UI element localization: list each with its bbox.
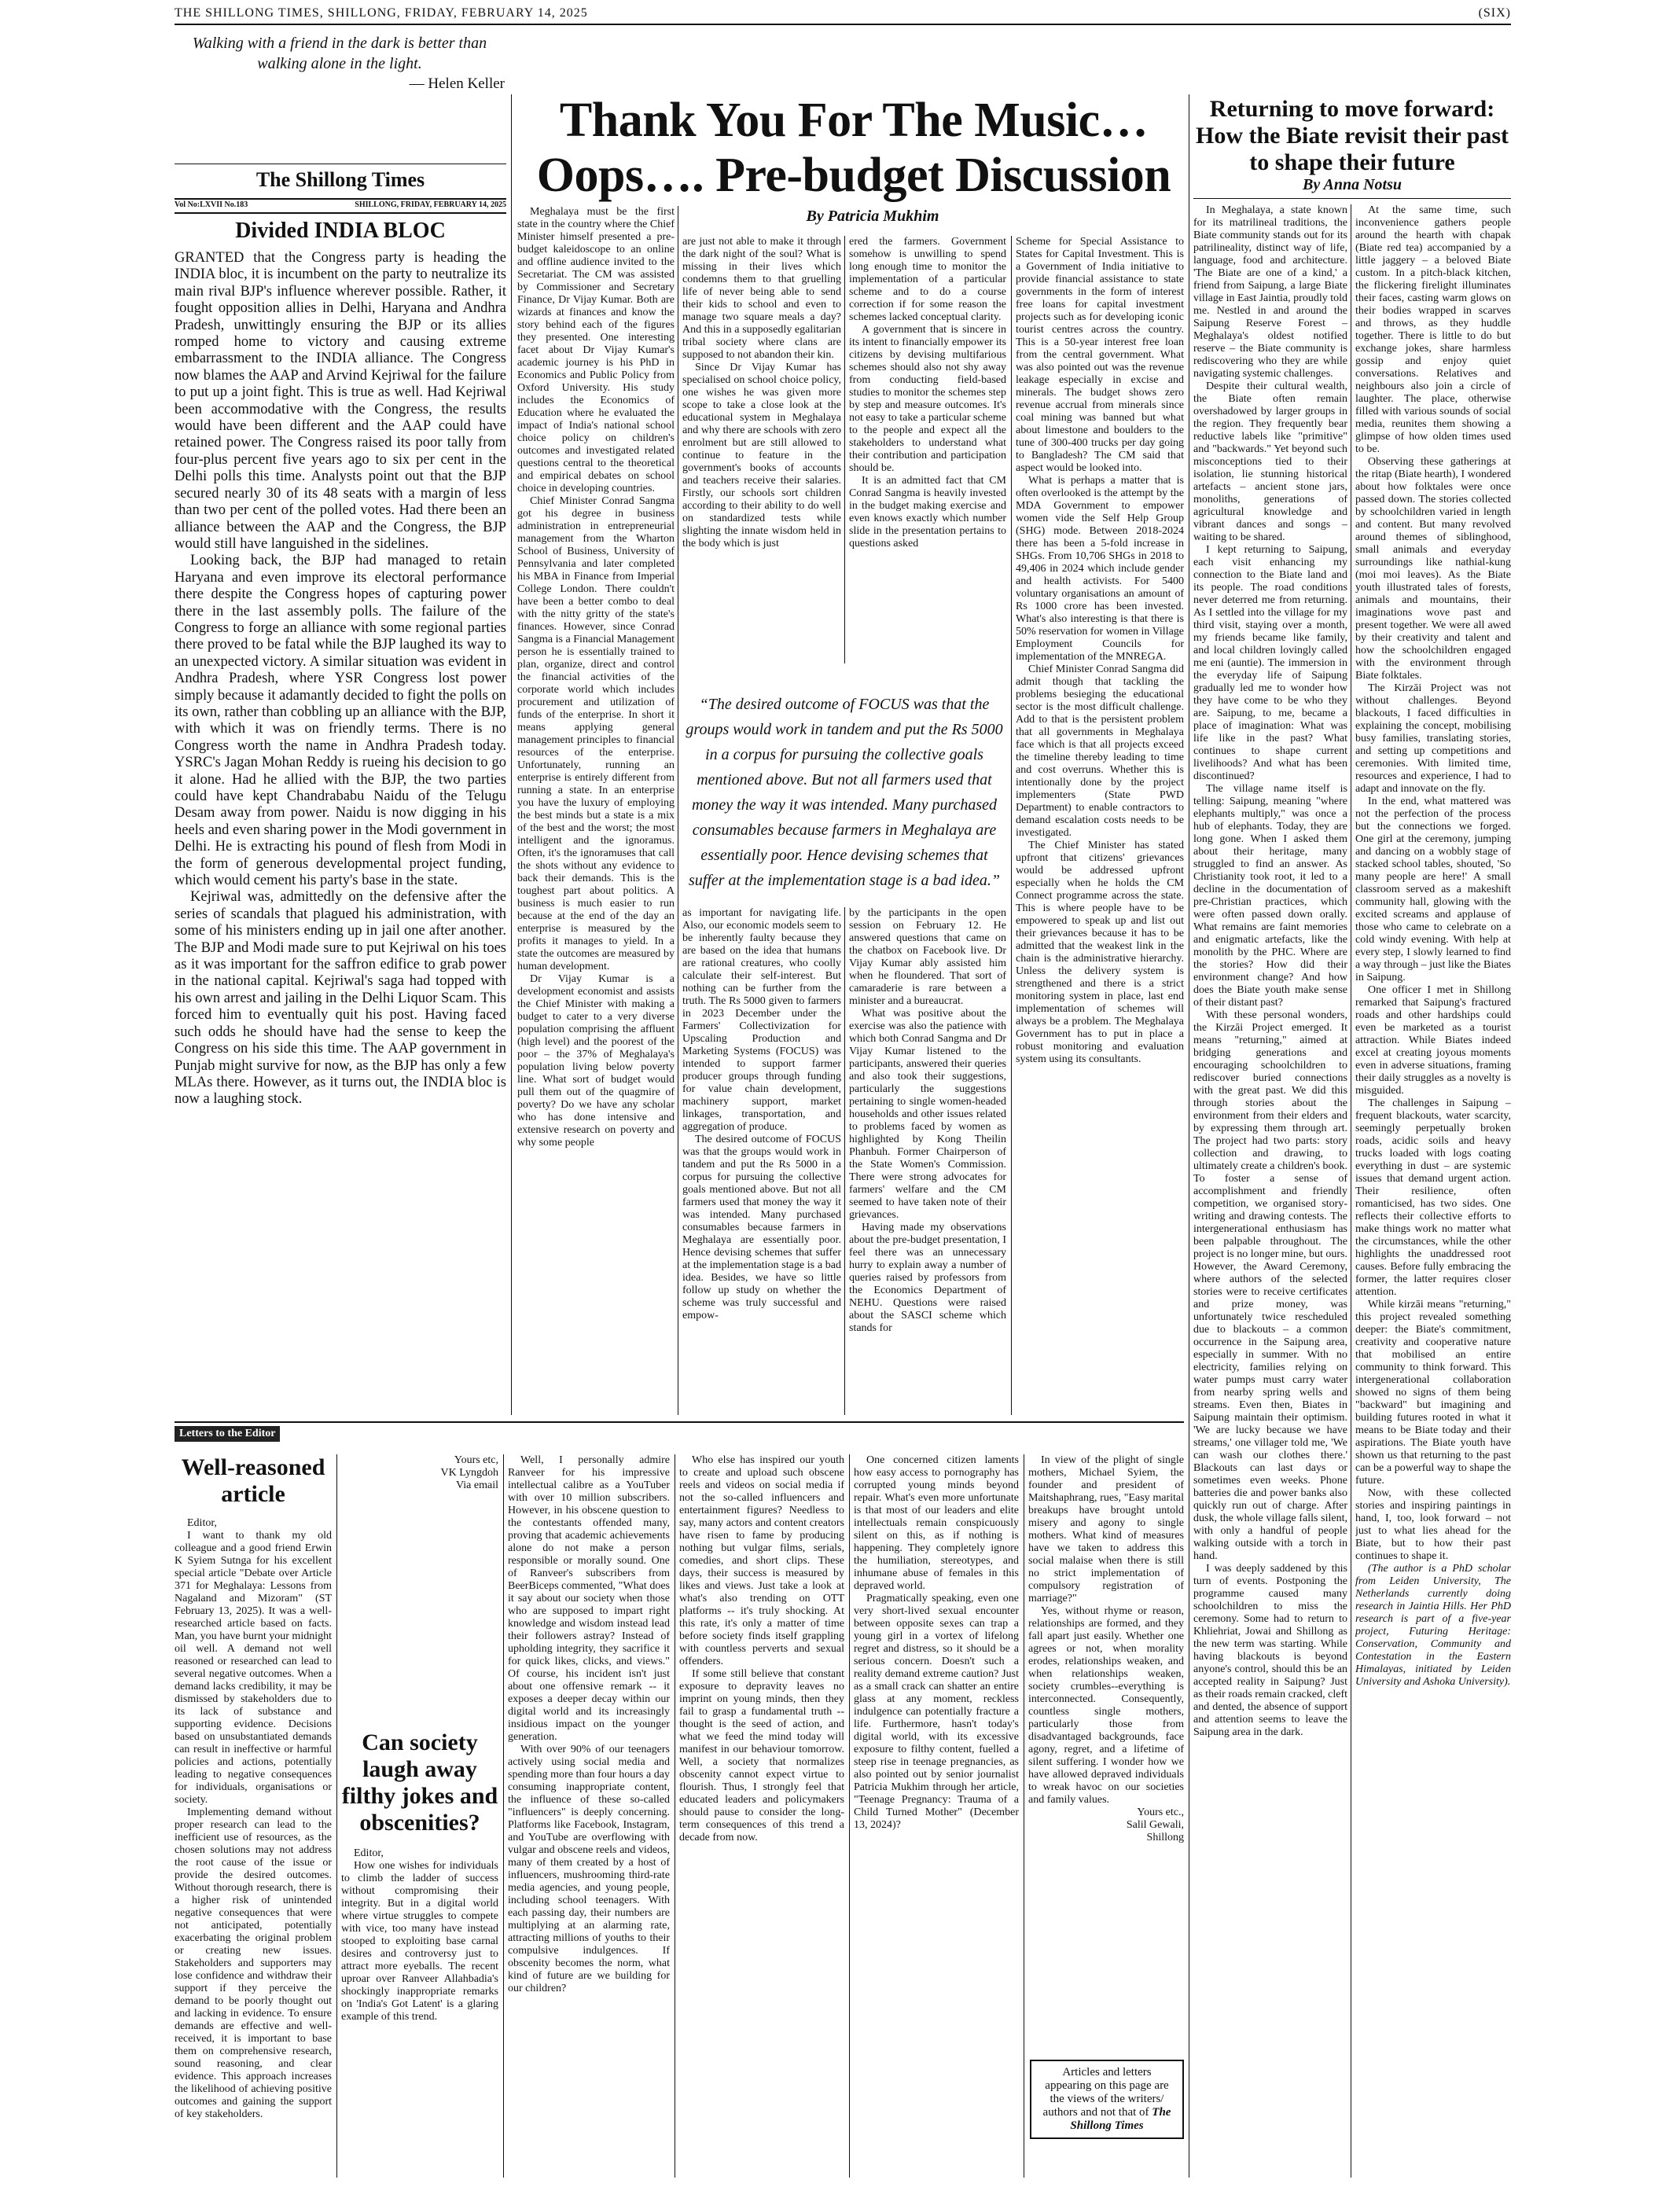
letter1-sign-3: Via email [456, 1479, 498, 1491]
editorial-title: Divided INDIA BLOC [235, 219, 446, 243]
letter1-paragraph: I want to thank my old colleague and a good friend Erwin K Syiem Sutnga for his excellent special article "Debate over Article 371 for Meghalaya: Lessons from Nagaland and Mizoram" (ST February 13, 2025). It was a well-researched article based on facts. Man, you have burnt your midnight oil well. A demand not well reasoned or researched can lead to several negative outcomes. When a demand lacks credibility, it may be dismissed by stakeholders due to its lack of substance and supporting evidence. Decisions based on unsubstantiated demands can result in ineffective or harmful policies and actions, potentially leading to negative consequences for individuals, organisations or society. [175, 1530, 332, 1806]
editorial-paragraph: GRANTED that the Congress party is heading the INDIA bloc, it is incumbent on the party to neutralize its main rival BJP's influence wherever possible. Rather, it fought opposition allies in Delhi, Haryana and Andhra Pradesh, unwittingly ensuring the BJP or its allies romped home to victory and causing extreme embarrassment to the INDIA alliance. The Congress now blames the AAP and Arvind Kejriwal for the failure to put up a joint fight. This is true as well. Had Kejriwal been accommodative with the Congress, the results would have been different and the AAP could have retained power. The Congress raised its poor tally from four-plus percent five years ago to six per cent in the Delhi polls this time. Analysts point out that the BJP secured nearly 30 of its 48 seats with a margin of less than two per cent of the polled votes. Had there been an alliance between the AAP and the Congress, the BJP would still have languished in the sidelines. [175, 250, 506, 552]
main-paragraph: by the participants in the open session on February 12. He answered questions that came on the chatbox on Facebook live. Dr Vijay Kumar ably assisted him when he floundered. That sort of camaraderie is rare between a minister and a bureaucrat. [849, 907, 1006, 1007]
letter2-salutation: Editor, [354, 1847, 384, 1859]
main-col-1 [517, 206, 675, 1415]
main-paragraph: What was positive about the exercise was also the patience with which both Conrad Sangma and Dr Vijay Kumar listened to the participants, answered their queries and also took their suggestions, particularly the suggestions pertaining to single women-headed households and other issues related to problems faced by women as highlighted by Kong Theilin Phanbuh. Former Chairperson of the State Women's Commission. There were strong advocates for farmers' welfare and the CM seemed to have taken note of their grievances. [849, 1008, 1006, 1221]
main-col-4 [1016, 236, 1184, 1415]
main-paragraph: Meghalaya must be the first state in the country where the Chief Minister himself presented a pre-budget kaleidoscope to an online and offline audience invited to the Secretariat. The CM was assisted by Commissioner and Secretary Finance, Dr Vijay Kumar. Both are wizards at finances and know the story behind each of the figures they presented. One interesting facet about Dr Vijay Kumar's academic journey is his PhD in Economics and Public Policy from Oxford University. His study includes the Economics of Education where he evaluated the impact of India's national school choice policy on children's outcomes and investigated related questions central to the theoretical and empirical debates on school choice in developing countries. [517, 206, 675, 494]
masthead-rule-mid [175, 198, 506, 200]
letter1-col-1 [175, 1517, 332, 2178]
letter1-sign-2: VK Lyngdoh [440, 1467, 498, 1479]
main-pullquote: “The desired outcome of FOCUS was that the groups would work in tandem and put the Rs 5000 in a corpus for pursuing the collective goals mentioned above. But not all farmers used that money the way it was intended. Many purchased consumables because farmers in Meghalaya are essentially poor. Hence devising schemes that suffer at the implementation stage is a bad idea.” [686, 696, 1003, 889]
letter2-paragraph: Well, I personally admire Ranveer for his impressive intellectual calibre as a YouTuber with over 10 million subscribers. However, in his obscene question to the contestants offended many, proving that academic achievements alone do not make a person responsible or morally sound. One of Ranveer's subscribers from BeerBiceps commented, "What does it say about our society when those who are supposed to impart right knowledge and wisdom instead lead their followers astray? Instead of upholding integrity, they sacrifice it for quick likes, clicks, and views." Of course, his incident isn't just about one offensive remark -- it exposes a deeper decay within our digital world and its increasingly insidious impact on the younger generation. [508, 1454, 670, 1743]
letter2-paragraph: In view of the plight of single mothers, Michael Syiem, the founder and president of Maitshaphrang, rues, "Easy marital breakups have brought untold misery and agony to single mothers. What kind of measures have we taken to address this social malaise when there is still no strict implementation of compulsory registration of marriage?" [1028, 1454, 1184, 1604]
letter2-col-1 [341, 1847, 498, 2178]
main-paragraph: Scheme for Special Assistance to States for Capital Investment. This is a Government of India initiative to provide financial assistance to state governments in the form of interest free loans for capital investment projects such as for developing iconic tourist centres across the country. This is a 50-year interest free loan from the central government. What was also pointed out was the revenue leakage especially in excise and minerals. The budget shows zero revenue accrual from minerals since coal mining was banned but what about limestone and boulders to the tune of 300-400 trucks per day going to Bangladesh? The CM said that aspect would be looked into. [1016, 236, 1184, 474]
main-paragraph: Chief Minister Conrad Sangma got his degree in business administration in entrepreneurial management from the Wharton School of Business, University of Pennsylvania and later completed his MBA in Finance from Imperial College London. There couldn't have been a better combo to deal with the nitty gritty of the state's finances. However, since Conrad Sangma is a Financial Management person he is essentially trained to plan, organize, direct and control the financial activities of the corporate world which includes procurement and utilization of funds of the enterprise. In short it means applying general management principles to financial resources of the enterprise. Unfortunately, running an enterprise is entirely different from running a state. In an enterprise you have the luxury of employing the best minds but a state is a mix of the best and the worst; the most intelligent and the ignoramus. Often, it's the ignoramuses that call the shots without any evidence to back their demands. This is the toughest part about politics. A business is much easier to run because at the end of the day an enterprise is measured by the profits it manages to yield. In a state the outcomes are measured by human development. [517, 495, 675, 972]
letter1-paragraph: Implementing demand without proper research can lead to the inefficient use of resources, as the chosen solutions may not address the root cause of the issue or provide the desired outcomes. Without thorough research, there is a higher risk of unintended negative consequences that were not anticipated, potentially exacerbating the original problem or creating new issues. Stakeholders and supporters may lose confidence and withdraw their support if they perceive the demand to be poorly thought out and lacking in evidence. To ensure demands are effective and well-received, it is important to base them on comprehensive research, sound reasoning, and clear evidence. This approach increases the likelihood of achieving positive outcomes and gaining the support of key stakeholders. [175, 1807, 332, 2120]
letter1-signature [341, 1454, 498, 1722]
right-article-title: Returning to move forward: How the Biate revisit their past to shape their future [1195, 96, 1509, 175]
letter2-paragraph: Who else has inspired our youth to create and upload such obscene reels and videos on social media if not the so-called influencers and entertainment figures? Needless to say, many actors and content creators have risen to fame by producing nothing but vulgar films, serials, comedies, and short clips. These days, their success is measured by likes and views. Just take a look at what's also trending on OTT platforms -- it's truly shocking. At this rate, it's only a matter of time before society finds itself grappling with countless perverts and sexual offenders. [679, 1454, 844, 1667]
letter2-col-2 [508, 1454, 670, 2178]
quote-text: Walking with a friend in the dark is better than walking alone in the light. [192, 35, 487, 72]
main-paragraph: It is an admitted fact that CM Conrad Sangma is heavily invested in the budget making exercise and even knows exactly which number slide in the presentation pertains to questions asked [849, 475, 1006, 550]
letters-section-label: Letters to the Editor [175, 1426, 280, 1442]
masthead-dateline: SHILLONG, FRIDAY, FEBRUARY 14, 2025 [355, 200, 506, 209]
main-paragraph: Chief Minister Conrad Sangma did admit though that tackling the problems besieging the educational sector is the most difficult challenge. Add to that is the persistent problem that all governments in Meghalaya face which is that all projects exceed the timeline thereby leading to time and cost overruns. Whether this is intentionally done by the project implementers (State PWD Department) to enable contractors to demand escalation costs needs to be investigated. [1016, 663, 1184, 839]
main-col-3-bottom [849, 907, 1006, 1415]
column-divider [844, 907, 845, 1415]
editorial-body [175, 250, 506, 1415]
right-paragraph: In the end, what mattered was not the perfection of the process but the connections we forged. One girl at the ceremony, jumping and dancing on a wobbly stage of stacked school tables, shouted, 'So many people are here!' A small classroom served as a makeshift community hall, glowing with the excited screams and applause of those who came to celebrate on a cold windy evening. With help at every step, I slowly learned to find a way through – just like the Biates in Saipung. [1355, 796, 1511, 983]
letter2-col-5 [1028, 1454, 1184, 2052]
right-paragraph: Observing these gatherings at the ritap (Biate hearth), I wondered about how folktales were once passed down. The stories collected by schoolchildren varied in length and content. But many revolved around themes of siblinghood, small animals and everyday surroundings like nathial-kung (moi moi leaves). As the Biate youth illustrated tales of forests, animals and mountains, their imaginations wove past and present together. We were all awed by their creativity and talent and how the schoolchildren engaged with the environment through Biate folktales. [1355, 456, 1511, 682]
page-number: (SIX) [1478, 6, 1511, 20]
right-paragraph: I was deeply saddened by this turn of events. Postponing the programme caused many schoolchildren to miss the ceremony. Some had to return to Khliehriat, Jowai and Shillong as the new term was starting. While having blackouts is beyond anyone's control, should this be an accepted reality in Saipung? Just as their roads remain cracked, cleft and dented, the absence of support and attention seems to leave the Saipung area in the dark. [1193, 1563, 1347, 1738]
right-author-note: (The author is a PhD scholar from Leiden University, The Netherlands currently doing research in Jaintia Hills. Her PhD research is part of a five-year project, Futuring Heritage: Conservation, Community and Contestation in the Eastern Himalayas, initiated by Leiden University and Ashoka University). [1355, 1563, 1511, 1688]
main-byline: By Patricia Mukhim [806, 208, 939, 225]
disclaimer-paper: The Shillong Times [1070, 2106, 1171, 2132]
main-col-2-bottom [682, 907, 841, 1415]
main-paragraph: The desired outcome of FOCUS was that the groups would work in tandem and put the Rs 5000 in a corpus for pursuing the collective goals mentioned above. But not all farmers used that money the way it was intended. Many purchased consumables because farmers in Meghalaya are essentially poor. Hence devising schemes that suffer at the implementation stage is a bad idea. Besides, we have so little follow up study on whether the scheme was truly successful and empow- [682, 1134, 841, 1321]
page-header [175, 6, 1511, 20]
main-title-line2: Oops…. Pre-budget Discussion [536, 149, 1171, 202]
column-divider [511, 94, 512, 1415]
editorial-paragraph: Kejriwal was, admittedly on the defensive after the series of scandals that plagued his administration, with some of his ministers ending up in jail one after another. The BJP and Modi made sure to put Kejriwal on his toes as it was important for the saffron edifice to grab power in the national capital. Kejriwal's saga had topped with his own arrest and jailing in the Delhi Liquor Scam. This forced him to eventually quit his post. Having faced such odds he should have had the sense to keep the Congress on his side this time. The AAP government in Punjab might survive for now, as the BJP has only a few MLAs there. However, as it turns out, the INDIA bloc is now a laughing stock. [175, 889, 506, 1108]
letter2-sign-3: Shillong [1146, 1832, 1184, 1843]
right-paragraph: Despite their cultural wealth, the Biate often remain overshadowed by larger groups in the region. They frequently bear reductive labels like "primitive" and "backwards." Yet beyond such misconceptions tied to their isolation, lie stunning historical artefacts – ancient stone jars, monoliths, generations of agricultural knowledge and vibrant dances and songs – waiting to be shared. [1193, 380, 1347, 543]
masthead-name: The Shillong Times [255, 168, 425, 191]
right-paragraph: Now, with these collected stories and inspiring paintings in hand, I, too, look forward – not just to what lies ahead for the Biate, but to how their past continues to shape it. [1355, 1487, 1511, 1562]
column-divider [1011, 236, 1012, 1415]
masthead-vol: Vol No:LXVII No.183 [175, 200, 248, 209]
main-paragraph: Dr Vijay Kumar is a development economist and assists the Chief Minister with making a budget to cater to a very diverse population comprising the affluent (high level) and the poorest of the poor – the 37% of Meghalaya's population living below poverty line. What sort of budget would pull them out of the quagmire of poverty? Do we have any scholar who has done intensive and extensive research on poverty and why some people [517, 973, 675, 1149]
editorial-paragraph: Looking back, the BJP had managed to retain Haryana and even improve its electoral performance there despite the Congress hopes of capturing power there in the last assembly polls. The failure of the Congress to forge an alliance with some regional parties there proved to be fatal while the BJP laughed its way to an unexpected victory. A similar situation was evident in Andhra Pradesh, where YSR Congress lost power simply because it adamantly decided to fight the polls on its own, rather than cobbling up an alliance with the BJP, with which it was on friendly terms. There is no Congress worth the name in Andhra Pradesh today. YSRC's Jagan Mohan Reddy is rueing his decision to go it alone. Had he allied with the BJP, the two parties could have kept Chandrababu Naidu of the Telugu Desam away from power. Naidu is now digging in his heels and even sharing power in the Modi government in Delhi. He is extracting his pound of flesh from Modi in the form of generous developmental project funding, which would cement his party's base in the state. [175, 553, 506, 889]
letter2-paragraph: How one wishes for individuals to climb the ladder of success without compromising their integrity. But in a digital world where virtue struggles to compete with vice, too many have instead stooped to exploiting base carnal desires and controversy just to attract more eyeballs. The recent uproar over Ranveer Allahbadia's shockingly inappropriate remarks on 'India's Got Latent' is a glaring example of this trend. [341, 1860, 498, 2023]
letters-rule [175, 1421, 1184, 1423]
column-divider [844, 236, 845, 663]
right-paragraph: The challenges in Saipung – frequent blackouts, water scarcity, seemingly perpetually broken roads, acidic soils and heavy trucks loaded with logs coating everything in dust – are systemic issues that demand urgent action. Their resilience, often romanticised, has two sides. One reflects their collective efforts to make things work no matter what the circumstances, while the other highlights the unaddressed root causes. Before fully embracing the former, the latter requires closer attention. [1355, 1097, 1511, 1298]
right-paragraph: One officer I met in Shillong remarked that Saipung's fractured roads and other hardships could even be marketed as a tourist attraction. While Biates indeed excel at creating joyous moments even in adverse situations, framing their daily struggles as a novelty is misguided. [1355, 984, 1511, 1097]
letter2-paragraph: Pragmatically speaking, even one very short-lived sexual encounter between opposite sexes can trap a young girl in a vortex of lifelong regret and distress, so it should be a serious concern. Doesn't such a reality demand extreme caution? Just as a small crack can shatter an entire glass at any moment, reckless indulgence can potentially fracture a life. Furthermore, hasn't today's digital world, with its excessive exposure to filthy content, fuelled a steep rise in teenage pregnancies, as also pointed out by senior journalist Patricia Mukhim through her article, "Teenage Pregnancy: Trauma of a Child Turned Mother" (December 13, 2024)? [854, 1593, 1019, 1831]
letter2-sign-1: Yours etc., [1137, 1807, 1184, 1818]
right-paragraph: In Meghalaya, a state known for its matrilineal traditions, the Biate community stands out for its patrilineality, distinct way of life, language, food and architecture. 'The Biate are one of a kind,' a friend from Saipung, a large Biate village in East Jaintia, proudly told me. Nestled in and around the Saipung Reserve Forest – Meghalaya's oldest notified reserve – the Biate community is rediscovering who they are while navigating systemic challenges. [1193, 204, 1347, 380]
right-title-rule [1193, 198, 1511, 199]
right-byline: By Anna Notsu [1303, 176, 1402, 193]
letter2-col-3 [679, 1454, 844, 2178]
right-paragraph: The Kirzāi Project was not without challenges. Beyond blackouts, I faced difficulties in explaining the concept, mobilising busy families, translating stories, and setting up competitions and ceremonies. With limited time, resources and experience, I had to adapt and innovate on the fly. [1355, 682, 1511, 795]
header-rule [175, 24, 1511, 25]
disclaimer-text: Articles and letters appearing on this page are the views of the writers/ authors and not that of [1042, 2066, 1169, 2119]
right-paragraph: I kept returning to Saipung, each visit enhancing my connection to the Biate land and its people. The road conditions never deterred me from returning. As I settled into the village for my third visit, staying over a month, my friends became like family, and local children lovingly called me eni (auntie). The immersion in the everyday life of Saipung gradually led me to wonder how they have come to be who they are. Saipung, to me, became a place of imagination: What was life like in the past? What continues to shape current livelihoods? And what has been discontinued? [1193, 544, 1347, 782]
right-col-2 [1355, 204, 1511, 2178]
right-paragraph: The village name itself is telling: Saipung, meaning "where elephants multiply," was once a hub of elephants. Today, they are long gone. When I asked them about their heritage, many struggled to find an answer. As Christianity took root, it led to a decline in the documentation of pre-Christian practices, which were often passed down orally. What remains are faint memories and enigmatic artefacts, like the monolith by the PHC. Where are the stories? How did their environment change? And how does the Biate youth make sense of their distant past? [1193, 783, 1347, 1009]
letter1-salutation: Editor, [187, 1517, 217, 1529]
quote-box [175, 33, 505, 94]
masthead-volline [175, 200, 506, 209]
main-paragraph: Since Dr Vijay Kumar has specialised on school choice policy, one wishes he was given more scope to take a close look at the educational system in Meghalaya and why there are schools with zero enrolment but are still allowed to continue to feature in the government's books of accounts and teachers receive their salaries. Firstly, our schools sort children according to their ability to do well on standardized tests while slighting the innate wisdom held in the body which is just [682, 362, 841, 550]
column-divider [336, 1454, 337, 2178]
right-paragraph: With these personal wonders, the Kirzāi Project emerged. It means "returning," aimed at bridging generations and encouraging schoolchildren to rediscover buried connections with the great past. We did this through stories about the environment from their elders and by expressing them through art. The project had two parts: story collection and drawing, to ultimately create a children's book. To foster a sense of accomplishment and friendly competition, we organised story-writing and drawing contests. The intergenerational enthusiasm has been palpable throughout. The project is no longer mine, but ours. However, the Award Ceremony, where authors of the selected stories were to receive certificates and prize money, was unfortunately twice rescheduled due to blackouts – a common occurrence in the Saipung area, especially in summer. With no electricity, families relying on water pumps must carry water from nearby spring wells and streams. Even then, Biates in Saipung maintain their optimism. 'We are lucky because we have streams,' one villager told me, 'We can wash our clothes there.' Blackouts can last days or sometimes even weeks. Phone batteries die and power banks also quickly run out of charge. After dusk, the whole village falls silent, with only a handful of people walking outside with a torch in hand. [1193, 1009, 1347, 1562]
column-divider [849, 1454, 850, 2178]
header-title: THE SHILLONG TIMES, SHILLONG, FRIDAY, FEBRUARY 14, 2025 [175, 6, 588, 20]
right-paragraph: At the same time, such inconvenience gathers people around the hearth with chapak (Biate red tea) accompanied by a little jaggery – a beloved Biate custom. In a pitch-black kitchen, the flickering firelight illuminates their faces, casting warm glows on their bodies wrapped in scarves and throws, as they huddle together. There is little to do but exchange jokes, share harmless gossip and enjoy quiet conversations. Relatives and neighbours also join a circle of laughter. The place, otherwise filled with various sounds of social media, reunites them showing a glimpse of how olden times used to be. [1355, 204, 1511, 455]
letter1-title: Well-reasoned article [181, 1454, 325, 1507]
main-paragraph: Having made my observations about the pre-budget presentation, I feel there was an unnecessary hurry to explain away a number of queries raised by professors from the Economics Department of NEHU. Questions were raised about the SASCI scheme which stands for [849, 1222, 1006, 1334]
main-paragraph: are just not able to make it through the dark night of the soul? What is missing in their lives which condemns them to that gruelling life of never being able to send their kids to school and even to manage two square meals a day? And this in a supposedly egalitarian tribal society where clans are supposed to not abandon their kin. [682, 236, 841, 361]
masthead-rule-bottom [175, 212, 506, 214]
main-title-line1: Thank You For The Music… [559, 94, 1149, 147]
main-paragraph: What is perhaps a matter that is often overlooked is the attempt by the MDA Government to empower women vide the Self Help Group (SHG) mode. Between 2018-2024 there has been a 5-fold increase in SHGs. From 10,706 SHGs in 2018 to 49,406 in 2024 which include gender and health activists. For 5400 voluntary organisations an amount of Rs 1000 crore has been invested. What's also interesting is that there is 50% reservation for women in Village Employment Councils for implementation of the MNREGA. [1016, 475, 1184, 663]
disclaimer-box [1030, 2060, 1184, 2139]
main-col-2-top [682, 236, 841, 663]
letter2-title: Can society laugh away filthy jokes and obscenities? [341, 1729, 498, 1836]
main-article-title [516, 93, 1192, 203]
quote-author: — Helen Keller [409, 75, 505, 92]
letter2-paragraph: If some still believe that constant exposure to depravity leaves no imprint on young minds, then they fail to grasp a fundamental truth -- thought is the seed of action, and what we feed the mind today will manifest in our behaviour tomorrow. Well, a society that normalizes obscenity cannot expect virtue to flourish. Thus, I strongly feel that educated leaders and policymakers should pause to consider the long-term consequences of this trend a decade from now. [679, 1668, 844, 1843]
letter2-sign-2: Salil Gewali, [1126, 1819, 1184, 1831]
column-divider [503, 1454, 504, 2178]
letter2-paragraph: With over 90% of our teenagers actively using social media and spending more than four hours a day consuming inappropriate content, the influence of these so-called "influencers" is deeply concerning. Platforms like Facebook, Instagram, and YouTube are overflowing with vulgar and obscene reels and videos, many of them created by a host of influencers, mushrooming third-rate media agencies, and young people, including school teenagers. With each passing day, their numbers are multiplying at an alarming rate, attracting millions of youths to their compulsive indulgences. If obscenity becomes the norm, what kind of future are we building for our children? [508, 1744, 670, 1994]
letter2-paragraph: One concerned citizen laments how easy access to pornography has corrupted young minds beyond repair. What's even more unfortunate is that most of our leaders and elite intellectuals remain conspicuously silent on this, as if nothing is happening. They completely ignore the humiliation, stereotypes, and inhumane abuse of females in this depraved world. [854, 1454, 1019, 1592]
main-paragraph: The Chief Minister has stated upfront that citizens' grievances would be addressed upfront especially when he holds the CM Connect programme across the state. This is where people have to be empowered to speak up and list out their grievances because it has to be admitted that the weakest link in the chain is the administrative hierarchy. Unless the delivery system is strengthened and there is a strict monitoring system in place, last end implementation of schemes will always be a problem. The Meghalaya Government has to put in place a robust monitoring and evaluation system using its consultants. [1016, 840, 1184, 1065]
letter2-col-4 [854, 1454, 1019, 2178]
main-paragraph: A government that is sincere in its intent to financially empower its citizens by devising multifarious schemes should also not shy away from conducting field-based studies to monitor the schemes step by step and measure outcomes. It's not easy to take a particular scheme to the people and expect all the stakeholders to understand what their contribution and participation should be. [849, 324, 1006, 474]
right-col-1 [1193, 204, 1347, 2178]
right-paragraph: While kirzāi means "returning," this project revealed something deeper: the Biate's commitment, creativity and cooperative nature that mobilised an entire community to think forward. This intergenerational collaboration showed no signs of them being "backward" but imagining and building futures rooted in what it means to be Biate today and their aspirations. The Biate youth have shown us that returning to the past can be a powerful way to shape the future. [1355, 1299, 1511, 1487]
letter2-paragraph: Yes, without rhyme or reason, relationships are formed, and they fall apart just easily. Whether one agrees or not, when morality erodes, relationships weaken, and when relationships weaken, society crumbles--everything is interconnected. Consequently, countless single mothers, particularly those from disadvantaged backgrounds, face agony, regret, and a lifetime of silent suffering. I wonder how we have allowed depraved individuals to wreak havoc on our societies and family values. [1028, 1605, 1184, 1806]
main-paragraph: ered the farmers. Government somehow is unwilling to spend long enough time to monitor the implementation of a particular scheme and to do a course correction if for some reason the schemes lacked conceptual clarity. [849, 236, 1006, 323]
main-paragraph: as important for navigating life. Also, our economic models seem to be inherently faulty because they are based on the idea that humans are rational creatures, who coolly calculate their self-interest. But nothing can be further from the truth. The Rs 5000 given to farmers in 2023 December under the Farmers' Collectivization for Upscaling Production and Marketing Systems (FOCUS) was intended to support farmer producer groups through funding for value chain development, machinery support, market linkages, transportation, and aggregation of produce. [682, 907, 841, 1133]
letter1-sign-1: Yours etc, [454, 1454, 498, 1466]
main-col-3-top [849, 236, 1006, 663]
